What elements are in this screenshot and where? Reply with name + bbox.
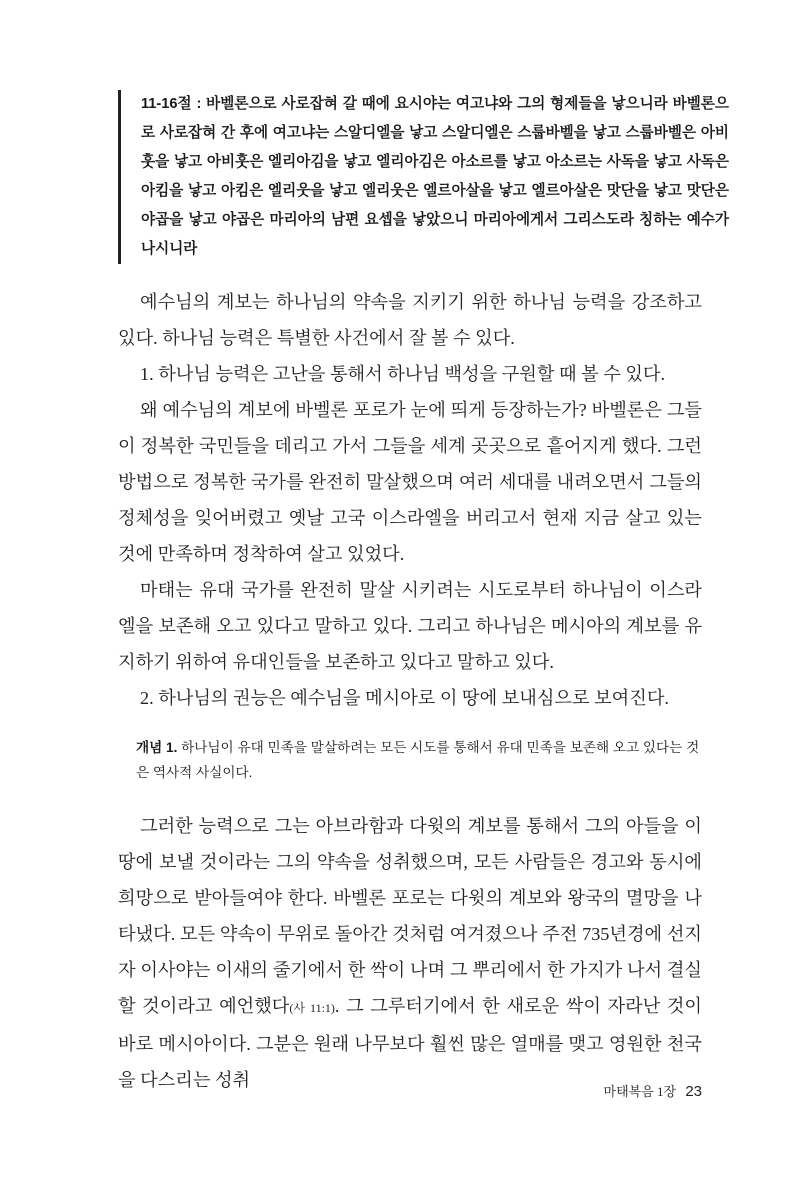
paragraph-genealogy-intro: 예수님의 계보는 하나님의 약속을 지키기 위한 하나님 능력을 강조하고 있다. 하나님 능력은 특별한 사건에서 잘 볼 수 있다.: [118, 292, 702, 348]
concept-box: [136, 735, 706, 785]
section-2: [118, 808, 702, 1098]
paragraph-babylon-exile: 왜 예수님의 계보에 바벨론 포로가 눈에 띄게 등장하는가? 바벨론은 그들이 정복한 국민들을 데리고 가서 그들을 세계 곳곳으로 흩어지게 했다. 그런 방법으로 정복한 국가를 완전히 말살했으며 여러 세대를 내려오면서 그들의 정체성을 잊어버렸고 옛날 고국 이스라엘을 버리고서 현재 지금 살고 있는 것에 만족하며 정착하여 살고 있었다.: [118, 400, 702, 564]
paragraph-promise-fulfillment: [118, 808, 702, 1098]
page-footer: [604, 1081, 702, 1100]
concept-text: 하나님이 유대 민족을 말살하려는 모든 시도를 통해서 유대 민족을 보존해 오고 있다는 것은 역사적 사실이다.: [136, 740, 700, 780]
paragraph-text-before-cite: 그러한 능력으로 그는 아브라함과 다윗의 계보를 통해서 그의 아들을 이 땅에 보낼 것이라는 그의 약속을 성취했으며, 모든 사람들은 경고와 동시에 희망으로 받아들여야 한다. 바벨론 포로는 다윗의 계보와 왕국의 멸망을 나타냈다. 모든 약속이 무위로 돌아간 것처럼 여겨졌으나 주전 735년경에 선지자 이사야는 이새의 줄기에서 한 싹이 나며 그 뿌리에서 한 가지가 나서 결실할 것이라고 예언했다: [118, 816, 702, 1016]
paragraph-text-after-cite: . 그 그루터기에서 한 새로운 싹이 자라난 것이 바로 메시아이다. 그분은 원래 나무보다 훨씬 많은 열매를 맺고 영원한 천국을 다스리는 성취: [118, 996, 702, 1090]
point-1-heading: 1. 하나님 능력은 고난을 통해서 하나님 백성을 구원할 때 볼 수 있다.: [140, 364, 666, 384]
scripture-quote-text: 11-16절 : 바벨론으로 사로잡혀 갈 때에 요시야는 여고냐와 그의 형제들을 낳으니라 바벨론으로 사로잡혀 간 후에 여고냐는 스알디엘을 낳고 스알디엘은 스룹바벨을 낳고 스룹바벨은 아비훗을 낳고 아비훗은 엘리아김을 낳고 엘리아김은 아소르를 낳고 아소르는 사독을 낳고 사독은 아킴을 낳고 아킴은 엘리웃을 낳고 엘리웃은 엘르아살을 낳고 엘르아살은 맛단을 낳고 맛단은 야곱을 낳고 야곱은 마리아의 남편 요셉을 낳았으니 마리아에게서 그리스도라 칭하는 예수가 나시니라: [141, 96, 729, 257]
page-number: 23: [685, 1083, 702, 1100]
point-2-heading: 2. 하나님의 권능은 예수님을 메시아로 이 땅에 보내심으로 보여진다.: [140, 688, 669, 708]
paragraph-matthew-preservation: 마태는 유대 국가를 완전히 말살 시키려는 시도로부터 하나님이 이스라엘을 보존해 오고 있다고 말하고 있다. 그리고 하나님은 메시아의 계보를 유지하기 위하여 유대인들을 보존하고 있다고 말하고 있다.: [118, 580, 702, 672]
section-1: [118, 284, 702, 716]
footer-chapter: 마태복음 1장: [603, 1084, 677, 1099]
concept-label: 개념 1.: [136, 740, 178, 755]
scripture-quote-block: [118, 90, 729, 264]
scripture-citation: (사 11:1): [289, 1001, 335, 1015]
